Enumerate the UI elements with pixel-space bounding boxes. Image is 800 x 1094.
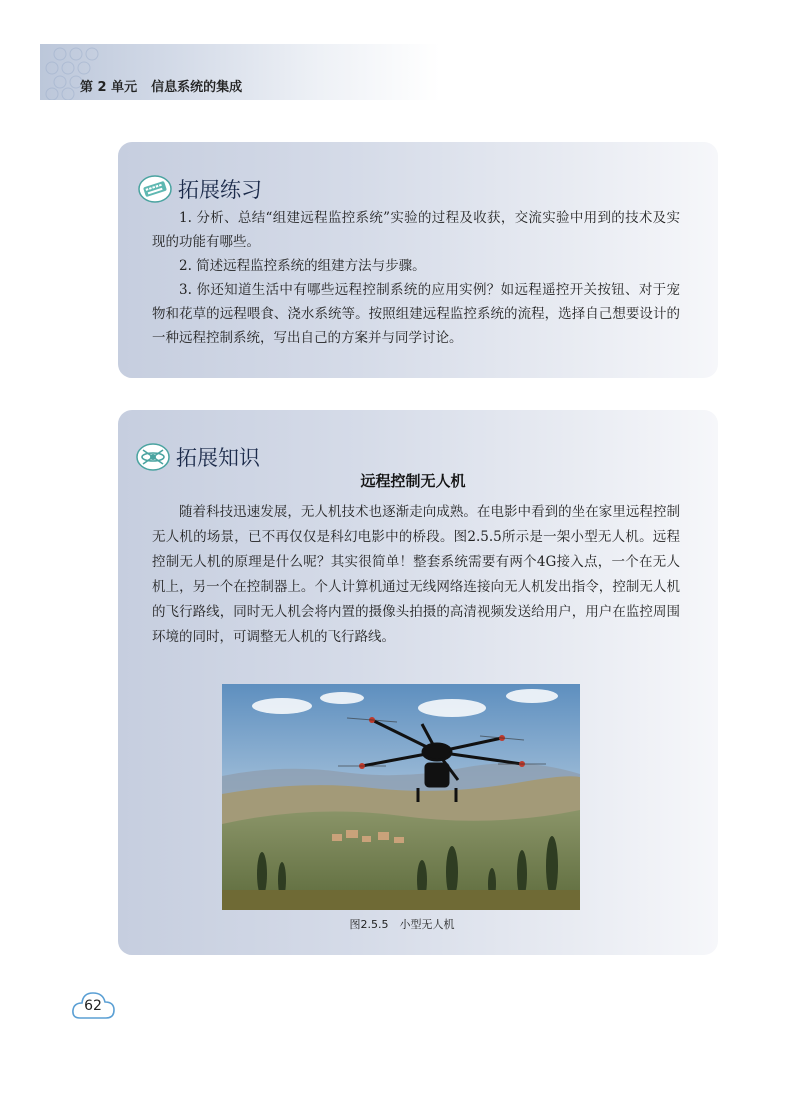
exercise-item-3: 3. 你还知道生活中有哪些远程控制系统的应用实例？如远程遥控开关按钮、对于宠物和花草的远程喂食、浇水系统等。按照组建远程监控系统的流程，选择自己想要设计的一种远程控制系统，写出自己的方案并与同学讨论。 xyxy=(152,282,680,346)
figure-caption: 图2.5.5 小型无人机 xyxy=(349,918,455,931)
exercise-heading-text: 拓展练习 xyxy=(178,178,262,202)
knowledge-panel xyxy=(118,410,718,955)
page-number: 62 xyxy=(84,998,102,1014)
knowledge-heading xyxy=(136,442,260,472)
running-header xyxy=(80,76,242,95)
satellite-icon xyxy=(136,443,170,471)
exercise-item-2: 2. 简述远程监控系统的组建方法与步骤。 xyxy=(179,258,426,274)
article-title: 远程控制无人机 xyxy=(360,472,466,490)
unit-title: 信息系统的集成 xyxy=(151,80,243,95)
exercise-panel xyxy=(118,142,718,378)
article-paragraph: 随着科技迅速发展，无人机技术也逐渐走向成熟。在电影中看到的坐在家里远程控制无人机的场景，已不再仅仅是科幻电影中的桥段。图2.5.5所示是一架小型无人机。远程控制无人机的原理是什么呢？其实很简单！整套系统需要有两个4G接入点，一个在无人机上，另一个在控制器上。个人计算机通过无线网络连接向无人机发出指令，控制无人机的飞行路线，同时无人机会将内置的摄像头拍摄的高清视频发送给用户，用户在监控周围环境的同时，可调整无人机的飞行路线。 xyxy=(152,504,680,645)
drone-photo xyxy=(222,684,580,910)
exercise-item-1: 1. 分析、总结“组建远程监控系统”实验的过程及收获，交流实验中用到的技术及实现的功能有哪些。 xyxy=(152,210,680,250)
keyboard-icon xyxy=(138,175,172,203)
exercise-list xyxy=(152,206,680,350)
unit-label: 第 2 单元 xyxy=(80,80,138,95)
exercise-heading xyxy=(138,174,262,204)
knowledge-heading-text: 拓展知识 xyxy=(176,446,260,470)
article-body xyxy=(152,500,680,650)
